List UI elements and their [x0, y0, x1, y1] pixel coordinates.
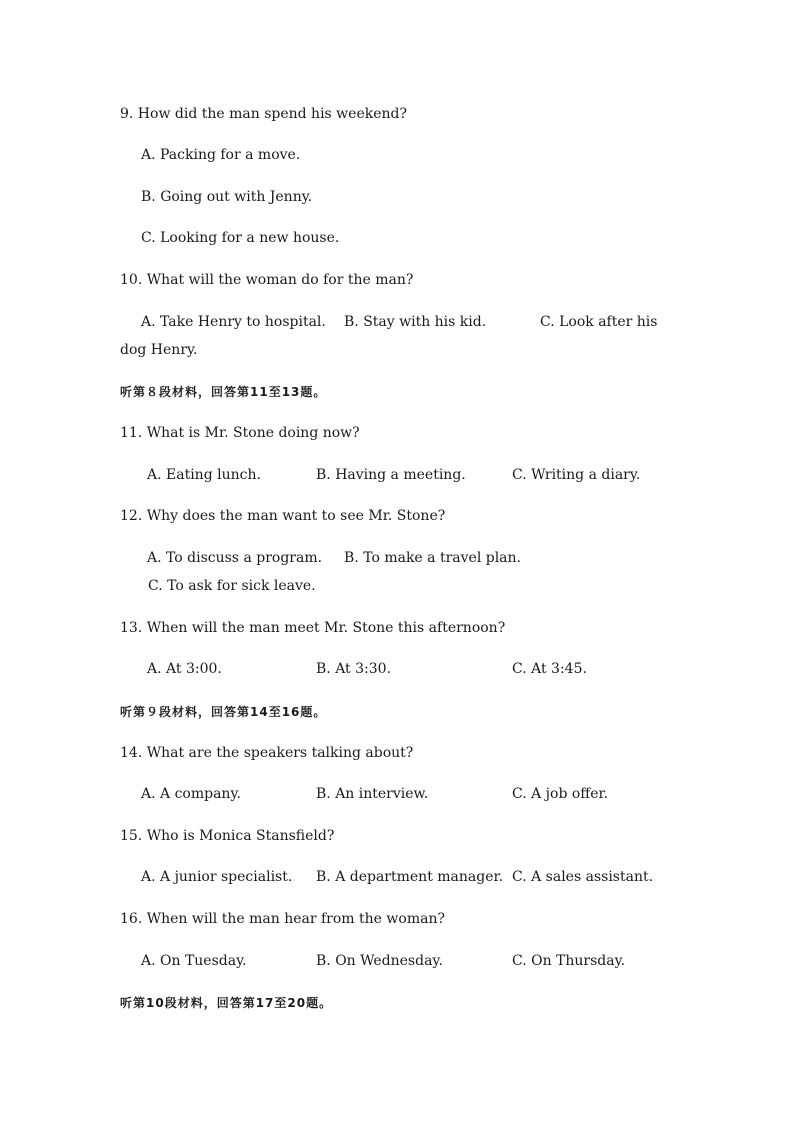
question-12: 12. Why does the man want to see Mr. Stone?	[120, 508, 446, 524]
q13-option-b: B. At 3:30.	[316, 661, 392, 677]
q13-option-c: C. At 3:45.	[512, 661, 587, 677]
q9-option-c: C. Looking for a new house.	[141, 230, 340, 246]
section-heading-10: 听第10段材料，回答第17至20题。	[120, 996, 333, 1010]
q10-option-b: B. Stay with his kid.	[344, 314, 487, 330]
section-heading-9: 听第９段材料，回答第14至16题。	[120, 705, 327, 719]
question-11: 11. What is Mr. Stone doing now?	[120, 425, 360, 441]
q10-option-c: C. Look after his	[540, 314, 658, 330]
question-14: 14. What are the speakers talking about?	[120, 745, 414, 761]
q15-option-a: A. A junior specialist.	[141, 869, 293, 885]
q11-option-b: B. Having a meeting.	[316, 467, 466, 483]
q16-option-b: B. On Wednesday.	[316, 953, 443, 969]
q10-option-c-continued: dog Henry.	[120, 342, 198, 358]
q16-option-c: C. On Thursday.	[512, 953, 626, 969]
question-13: 13. When will the man meet Mr. Stone this afternoon?	[120, 620, 506, 636]
q16-option-a: A. On Tuesday.	[141, 953, 247, 969]
question-10: 10. What will the woman do for the man?	[120, 272, 414, 288]
q11-option-a: A. Eating lunch.	[147, 467, 261, 483]
q11-option-c: C. Writing a diary.	[512, 467, 641, 483]
q14-option-b: B. An interview.	[316, 786, 429, 802]
q12-option-b: B. To make a travel plan.	[344, 550, 521, 566]
q15-option-c: C. A sales assistant.	[512, 869, 654, 885]
q14-option-a: A. A company.	[141, 786, 241, 802]
q9-option-a: A. Packing for a move.	[141, 147, 301, 163]
q14-option-c: C. A job offer.	[512, 786, 609, 802]
q13-option-a: A. At 3:00.	[147, 661, 222, 677]
q10-option-a: A. Take Henry to hospital.	[141, 314, 326, 330]
q12-option-a: A. To discuss a program.	[147, 550, 323, 566]
q12-option-c: C. To ask for sick leave.	[148, 578, 316, 594]
q9-option-b: B. Going out with Jenny.	[141, 189, 313, 205]
section-heading-8: 听第８段材料，回答第11至13题。	[120, 385, 327, 399]
question-9: 9. How did the man spend his weekend?	[120, 106, 407, 122]
q15-option-b: B. A department manager.	[316, 869, 504, 885]
question-15: 15. Who is Monica Stansfield?	[120, 828, 335, 844]
question-16: 16. When will the man hear from the woman?	[120, 911, 445, 927]
